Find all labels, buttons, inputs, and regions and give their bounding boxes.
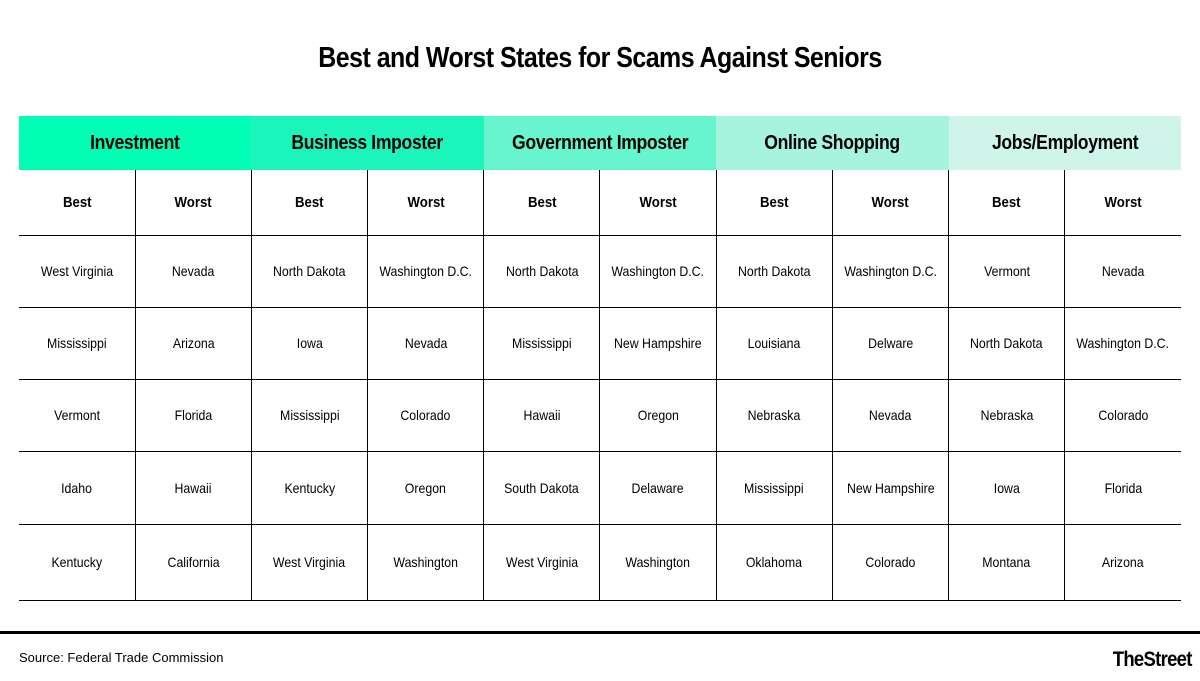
- table-cell-best: North Dakota: [251, 235, 367, 307]
- table-cell-worst: Nevada: [832, 379, 948, 451]
- table-cell-worst: California: [135, 524, 251, 600]
- category-header-jobs-employment: Jobs/Employment: [949, 116, 1181, 170]
- table-cell-worst: Hawaii: [135, 451, 251, 524]
- table-cell-worst: Washington: [600, 524, 716, 600]
- table: [19, 116, 1181, 601]
- source-note: Source: Federal Trade Commission: [19, 650, 224, 665]
- table-cell-worst: New Hampshire: [600, 307, 716, 379]
- sub-header-worst: Worst: [368, 170, 484, 235]
- table-cell-worst: Florida: [1065, 451, 1181, 524]
- scam-table: [19, 116, 1181, 601]
- table-cell-best: Mississippi: [251, 379, 367, 451]
- table-row: [19, 307, 1181, 379]
- table-cell-best: Iowa: [949, 451, 1065, 524]
- category-header-business-imposter: Business Imposter: [251, 116, 483, 170]
- sub-header-best: Best: [251, 170, 367, 235]
- table-cell-worst: Oregon: [368, 451, 484, 524]
- table-cell-best: Nebraska: [949, 379, 1065, 451]
- table-cell-best: Idaho: [19, 451, 135, 524]
- category-header-row: [19, 116, 1181, 170]
- sub-header-best: Best: [484, 170, 600, 235]
- table-cell-best: Iowa: [251, 307, 367, 379]
- table-cell-worst: Florida: [135, 379, 251, 451]
- table-cell-worst: Delware: [832, 307, 948, 379]
- table-cell-worst: Colorado: [1065, 379, 1181, 451]
- table-cell-best: Vermont: [949, 235, 1065, 307]
- sub-header-row: [19, 170, 1181, 235]
- table-cell-worst: Washington D.C.: [600, 235, 716, 307]
- table-cell-worst: Nevada: [135, 235, 251, 307]
- table-cell-best: Nebraska: [716, 379, 832, 451]
- table-cell-best: Kentucky: [19, 524, 135, 600]
- table-cell-worst: Delaware: [600, 451, 716, 524]
- table-cell-best: Oklahoma: [716, 524, 832, 600]
- table-cell-best: Mississippi: [19, 307, 135, 379]
- category-header-online-shopping: Online Shopping: [716, 116, 948, 170]
- table-cell-best: West Virginia: [484, 524, 600, 600]
- table-cell-best: Mississippi: [484, 307, 600, 379]
- table-cell-worst: Washington D.C.: [1065, 307, 1181, 379]
- table-cell-best: North Dakota: [716, 235, 832, 307]
- table-cell-best: Hawaii: [484, 379, 600, 451]
- sub-header-worst: Worst: [600, 170, 716, 235]
- sub-header-best: Best: [716, 170, 832, 235]
- sub-header-best: Best: [19, 170, 135, 235]
- table-row: [19, 379, 1181, 451]
- category-header-investment: Investment: [19, 116, 251, 170]
- footer-divider: [0, 631, 1200, 634]
- table-row: [19, 524, 1181, 600]
- table-cell-best: Louisiana: [716, 307, 832, 379]
- brand-logo: TheStreet: [1113, 648, 1192, 671]
- category-header-government-imposter: Government Imposter: [484, 116, 716, 170]
- table-cell-best: West Virginia: [19, 235, 135, 307]
- table-cell-best: North Dakota: [949, 307, 1065, 379]
- table-cell-worst: Nevada: [368, 307, 484, 379]
- table-cell-worst: Washington D.C.: [832, 235, 948, 307]
- chart-title: Best and Worst States for Scams Against Seniors: [318, 42, 882, 74]
- table-body: [19, 235, 1181, 600]
- sub-header-worst: Worst: [1065, 170, 1181, 235]
- table-cell-best: Mississippi: [716, 451, 832, 524]
- table-cell-worst: Arizona: [135, 307, 251, 379]
- table-cell-worst: Washington: [368, 524, 484, 600]
- table-cell-worst: Washington D.C.: [368, 235, 484, 307]
- table-row: [19, 235, 1181, 307]
- table-cell-worst: New Hampshire: [832, 451, 948, 524]
- table-cell-best: Montana: [949, 524, 1065, 600]
- table-cell-best: West Virginia: [251, 524, 367, 600]
- table-cell-worst: Nevada: [1065, 235, 1181, 307]
- table-cell-worst: Colorado: [832, 524, 948, 600]
- table-cell-worst: Arizona: [1065, 524, 1181, 600]
- sub-header-worst: Worst: [135, 170, 251, 235]
- sub-header-worst: Worst: [832, 170, 948, 235]
- table-cell-best: North Dakota: [484, 235, 600, 307]
- sub-header-best: Best: [949, 170, 1065, 235]
- table-cell-best: South Dakota: [484, 451, 600, 524]
- table-cell-worst: Oregon: [600, 379, 716, 451]
- table-cell-best: Kentucky: [251, 451, 367, 524]
- table-row: [19, 451, 1181, 524]
- table-cell-worst: Colorado: [368, 379, 484, 451]
- table-cell-best: Vermont: [19, 379, 135, 451]
